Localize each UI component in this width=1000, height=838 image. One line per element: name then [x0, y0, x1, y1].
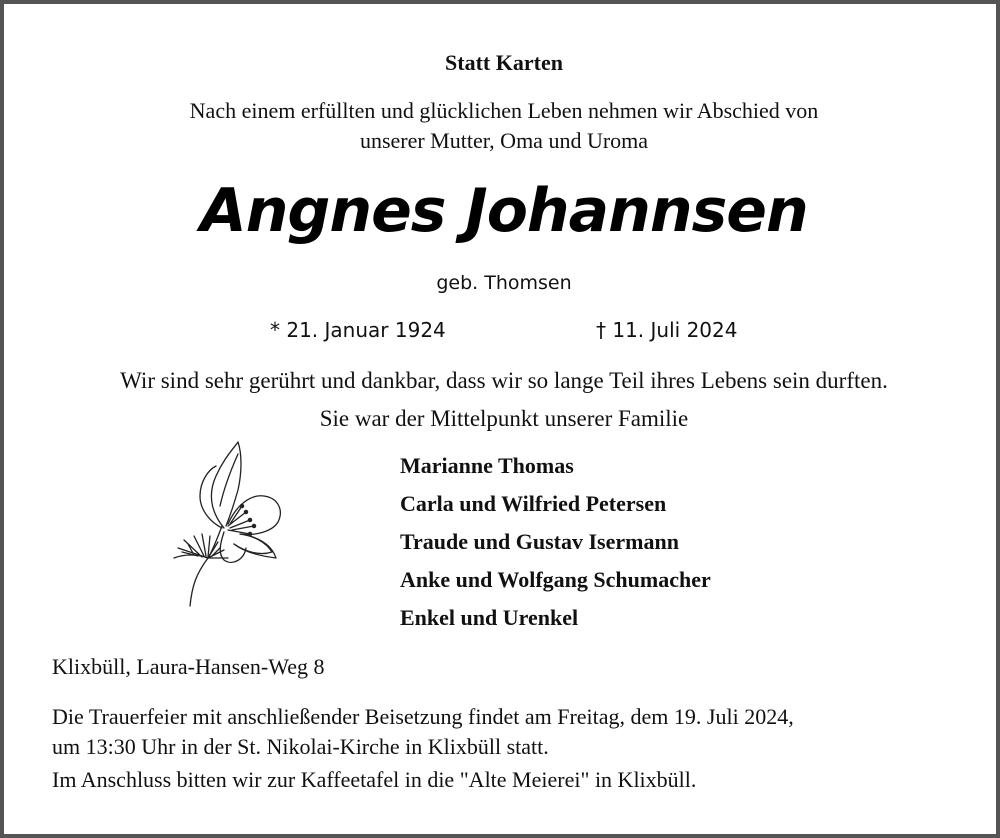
coffee-info: Im Anschluss bitten wir zur Kaffeetafel in die "Alte Meierei" in Klixbüll.: [52, 767, 697, 792]
list-item: Enkel und Urenkel: [400, 605, 579, 630]
list-item: Carla und Wilfried Petersen: [400, 491, 667, 516]
heading: Statt Karten: [445, 50, 563, 75]
list-item: Anke und Wolfgang Schumacher: [400, 567, 711, 592]
death-date: † 11. Juli 2024: [596, 318, 738, 342]
maiden-name: geb. Thomsen: [436, 272, 572, 294]
thanks-text: Wir sind sehr gerührt und dankbar, dass wir so lange Teil ihres Lebens sein durften.: [120, 368, 888, 393]
birth-date: * 21. Januar 1924: [270, 318, 446, 342]
mourners-list: [400, 450, 711, 640]
deceased-name: Angnes Johannsen: [200, 176, 808, 246]
family-center-text: Sie war der Mittelpunkt unserer Familie: [319, 406, 689, 431]
intro-line-2: unserer Mutter, Oma und Uroma: [359, 128, 649, 153]
service-info: [52, 702, 972, 762]
list-item: Marianne Thomas: [400, 453, 574, 478]
intro-text: [4, 96, 1000, 156]
address: Klixbüll, Laura-Hansen-Weg 8: [52, 654, 325, 679]
service-line-1: Die Trauerfeier mit anschließender Beisetzung findet am Freitag, dem 19. Juli 2024,: [52, 704, 794, 729]
list-item: Traude und Gustav Isermann: [400, 529, 679, 554]
pasque-flower-icon: [154, 436, 294, 612]
intro-line-1: Nach einem erfüllten und glücklichen Leben nehmen wir Abschied von: [189, 98, 819, 123]
service-line-2: um 13:30 Uhr in der St. Nikolai-Kirche in Klixbüll statt.: [52, 734, 549, 759]
